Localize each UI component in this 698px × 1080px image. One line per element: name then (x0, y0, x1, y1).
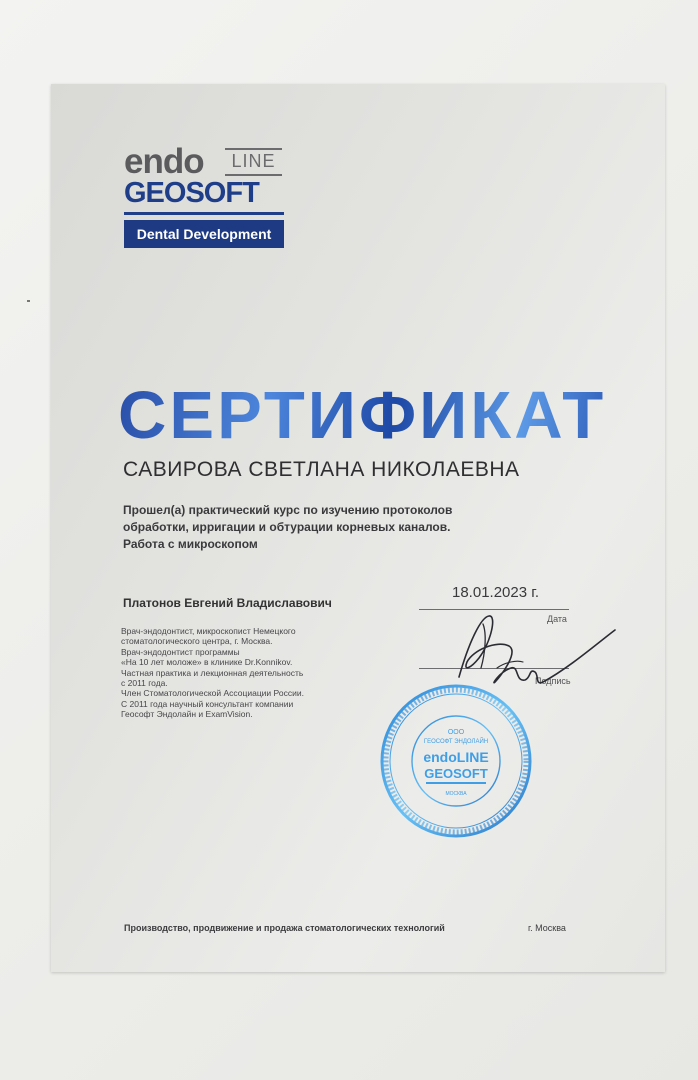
logo-dental-badge: Dental Development (124, 220, 284, 248)
seal-graphic (378, 682, 534, 840)
course-description (123, 502, 483, 553)
logo-endo-text: endo (124, 142, 204, 181)
seal-logo-geo: GEOSOFT (424, 766, 488, 781)
company-seal (378, 682, 534, 840)
bio-line: с 2011 года. (121, 678, 168, 689)
date-label: Дата (547, 614, 567, 624)
course-line: Прошел(а) практический курс по изучению протоколов (123, 503, 453, 517)
logo-underline (124, 212, 284, 215)
issue-date: 18.01.2023 г. (452, 584, 540, 601)
course-line: обработки, ирригации и обтурации корневых каналов. (123, 520, 451, 534)
instructor-name: Платонов Евгений Владиславович (123, 596, 332, 610)
certificate-paper (51, 84, 665, 972)
company-logo (124, 142, 284, 254)
bio-line: Частная практика и лекционная деятельность (121, 667, 304, 678)
instructor-bio (121, 626, 391, 720)
bio-line: Член Стоматологической Ассоциации России. (121, 688, 304, 699)
signature-label: Подпись (535, 676, 571, 686)
footer-tagline: Производство, продвижение и продажа стоматологических технологий (124, 923, 445, 933)
seal-city: МОСКВА (445, 791, 467, 797)
bio-line: Врач-эндодонтист, микроскопист Немецкого (121, 626, 296, 636)
seal-line2: ГЕОСОФТ ЭНДОЛАЙН (423, 739, 489, 745)
footer-city: г. Москва (528, 923, 566, 933)
logo-line-text: LINE (225, 148, 282, 176)
bio-line: «На 10 лет моложе» в клинике Dr.Konnikov. (121, 657, 293, 668)
certificate-title: СЕРТИФИКАТ (118, 380, 618, 452)
course-line: Работа с микроскопом (123, 537, 258, 551)
edge-mark (27, 300, 30, 302)
bio-line: Геософт Эндолайн и ExamVision. (121, 709, 253, 720)
bio-line: С 2011 года научный консультант компании (121, 698, 294, 709)
seal-logo-endo: endoLINE (423, 749, 489, 765)
seal-line1: ООО (447, 729, 465, 736)
recipient-name: САВИРОВА СВЕТЛАНА НИКОЛАЕВНА (123, 458, 520, 481)
bio-line: Врач-эндодонтист программы (121, 646, 240, 657)
bio-line: стоматологического центра, г. Москва. (121, 636, 273, 647)
logo-geosoft-text: GEOSOFT (124, 177, 259, 209)
